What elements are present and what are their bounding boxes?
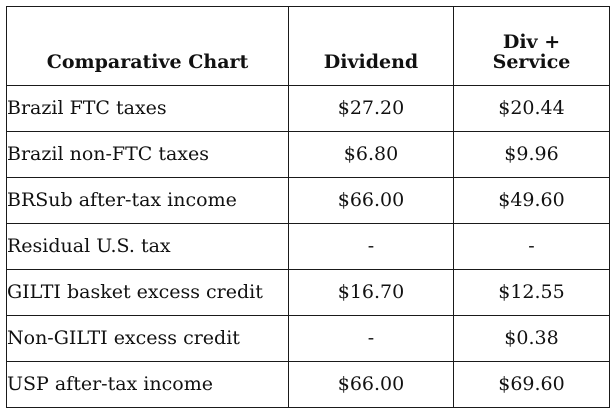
row-label: Brazil FTC taxes [7, 86, 289, 132]
dividend-cell: - [289, 224, 454, 270]
table-row [7, 270, 610, 316]
table-row [7, 224, 610, 270]
table-row [7, 178, 610, 224]
row-label: USP after-tax income [7, 362, 289, 408]
header-div-service-line1: Div + [502, 31, 561, 54]
header-div-service-line2: Service [492, 51, 571, 74]
header-comparative-chart: Comparative Chart [7, 7, 289, 86]
div-service-cell: $9.96 [454, 132, 610, 178]
dividend-cell: $66.00 [289, 362, 454, 408]
dividend-cell: $16.70 [289, 270, 454, 316]
header-div-service [454, 7, 610, 86]
row-label: Brazil non-FTC taxes [7, 132, 289, 178]
table-row [7, 132, 610, 178]
row-label: Residual U.S. tax [7, 224, 289, 270]
header-row [7, 7, 610, 86]
div-service-cell: $49.60 [454, 178, 610, 224]
dividend-cell: $6.80 [289, 132, 454, 178]
div-service-cell: $0.38 [454, 316, 610, 362]
table-row [7, 362, 610, 408]
div-service-cell: $69.60 [454, 362, 610, 408]
div-service-cell: $12.55 [454, 270, 610, 316]
row-label: GILTI basket excess credit [7, 270, 289, 316]
row-label: Non-GILTI excess credit [7, 316, 289, 362]
dividend-cell: $66.00 [289, 178, 454, 224]
header-dividend: Dividend [289, 7, 454, 86]
row-label: BRSub after-tax income [7, 178, 289, 224]
dividend-cell: - [289, 316, 454, 362]
table-row [7, 86, 610, 132]
div-service-cell: - [454, 224, 610, 270]
table-row [7, 316, 610, 362]
comparative-chart-table [6, 6, 610, 408]
div-service-cell: $20.44 [454, 86, 610, 132]
dividend-cell: $27.20 [289, 86, 454, 132]
